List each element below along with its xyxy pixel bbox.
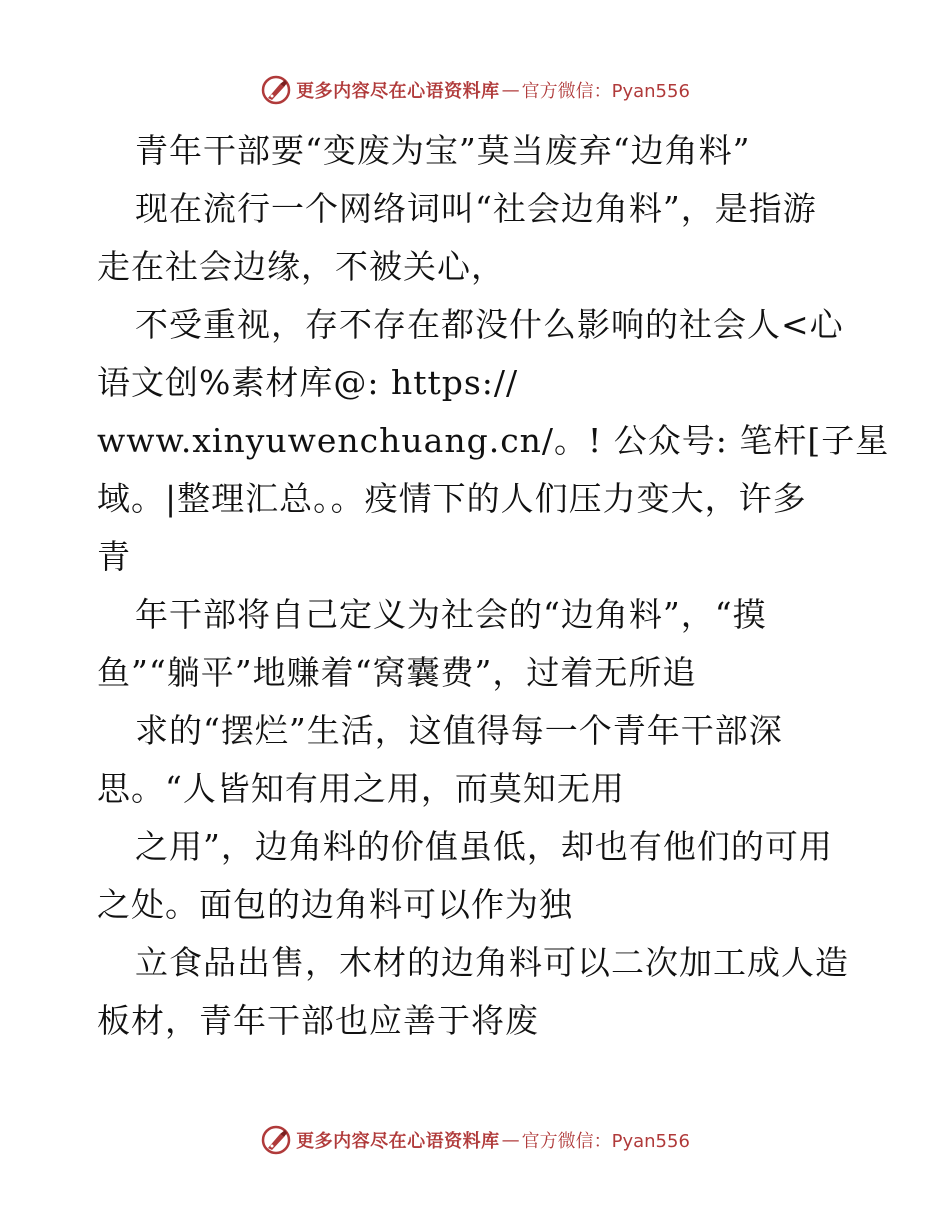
document-line: 现在流行一个网络词叫“社会边角料”，是指游: [135, 189, 817, 228]
footer-banner-inner: [260, 1124, 690, 1156]
document-line: 立食品出售，木材的边角料可以二次加工成人造: [135, 943, 849, 982]
pen-nib-logo-icon: [260, 74, 292, 106]
document-body: [97, 122, 890, 1050]
header-banner-dash: —: [501, 79, 520, 101]
pen-nib-logo-icon: [260, 1124, 292, 1156]
document-line: 不受重视，存不存在都没什么影响的社会人<心: [135, 305, 844, 344]
header-banner-inner: [260, 74, 690, 106]
document-line: 青: [97, 537, 131, 576]
document-line: 之用”，边角料的价值虽低，却也有他们的可用: [135, 827, 833, 866]
footer-banner-text: 更多内容尽在心语资料库: [296, 1131, 500, 1152]
document-line: 鱼”“躺平”地赚着“窝囊费”，过着无所追: [97, 653, 697, 692]
footer-banner: [0, 1120, 950, 1160]
header-banner-wechat: 官方微信：Pyan556: [521, 81, 690, 102]
document-title: 青年干部要“变废为宝”莫当废弃“边角料”: [135, 131, 751, 170]
document-line: 求的“摆烂”生活，这值得每一个青年干部深: [135, 711, 783, 750]
header-banner: [0, 70, 950, 110]
header-banner-text: 更多内容尽在心语资料库: [296, 81, 500, 102]
document-line: 域。|整理汇总。。疫情下的人们压力变大，许多: [97, 479, 807, 518]
footer-banner-dash: —: [501, 1129, 520, 1151]
document-line: 板材，青年干部也应善于将废: [97, 1001, 539, 1040]
document-line: 年干部将自己定义为社会的“边角料”，“摸: [135, 595, 767, 634]
document-line: www.xinyuwenchuang.cn/。! 公众号: 笔杆[子星: [97, 421, 890, 460]
document-line: 语文创%素材库@: https://: [97, 363, 519, 402]
document-line: 之处。面包的边角料可以作为独: [97, 885, 573, 924]
document-line: 思。“人皆知有用之用，而莫知无用: [97, 769, 625, 808]
footer-banner-wechat: 官方微信：Pyan556: [521, 1131, 690, 1152]
document-line: 走在社会边缘，不被关心，: [97, 247, 505, 286]
